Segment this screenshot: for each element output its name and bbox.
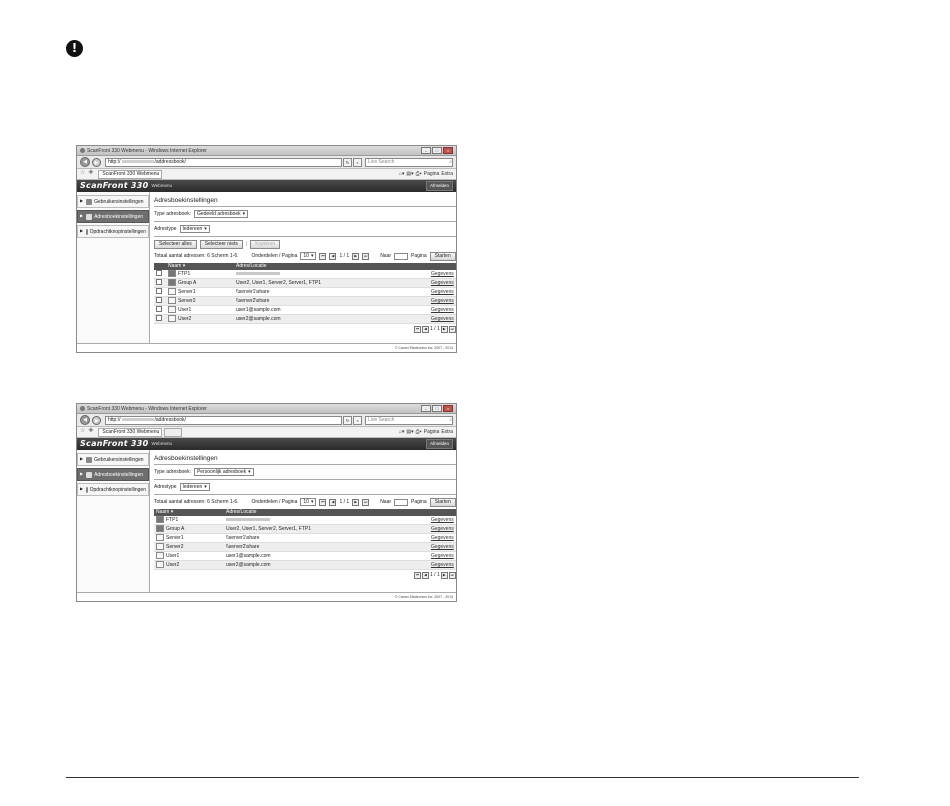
address-type-select[interactable]: Iedereen ▾: [180, 483, 210, 491]
print-icon[interactable]: ⎙▾: [415, 171, 422, 177]
per-page-select[interactable]: 10 ▾: [300, 498, 316, 506]
search-icon[interactable]: ⌕: [449, 416, 452, 423]
divider: [154, 236, 456, 237]
bottom-pager: ⏮ ◀ 1 / 1 ▶ ⏭: [415, 326, 454, 333]
page-number-input[interactable]: [394, 499, 408, 506]
next-page-icon[interactable]: ▶: [441, 572, 448, 579]
ftp-icon: [168, 270, 176, 277]
forward-icon[interactable]: ▶: [92, 416, 101, 425]
chevron-down-icon: ▾: [204, 225, 207, 232]
email-icon: [156, 561, 164, 568]
table-row: User2 user2@sample.com Gegevens: [154, 314, 456, 323]
feeds-icon[interactable]: ▤▾: [406, 171, 414, 177]
tools-menu[interactable]: Extra: [441, 171, 453, 177]
copyright: © Canon Electronics Inc. 2007 - 2013: [77, 592, 456, 601]
row-checkbox[interactable]: [156, 270, 162, 276]
next-page-icon[interactable]: ▶: [352, 253, 359, 260]
main-panel: [150, 192, 457, 353]
details-link[interactable]: Gegevens: [426, 533, 456, 542]
next-page-icon[interactable]: ▶: [352, 499, 359, 506]
sidebar-item-addressbook-settings[interactable]: ▶ Adresboekinstellingen: [77, 468, 149, 481]
chevron-down-icon: ▾: [242, 210, 246, 217]
command-bar: [399, 429, 453, 435]
table-row: Server1 \\server1\share Gegevens: [154, 533, 456, 542]
page-number-input[interactable]: [394, 253, 408, 260]
row-checkbox[interactable]: [156, 279, 162, 285]
back-icon[interactable]: ◀: [80, 415, 90, 425]
email-icon: [168, 306, 176, 313]
back-icon[interactable]: ◀: [80, 157, 90, 167]
logout-button[interactable]: Afmelden: [426, 181, 453, 190]
divider: [154, 221, 456, 222]
chevron-right-icon: ▶: [80, 228, 84, 234]
maximize-button[interactable]: □: [432, 147, 442, 154]
minimize-button[interactable]: –: [421, 147, 431, 154]
details-link[interactable]: Gegevens: [426, 287, 456, 296]
page-title: Adresboekinstellingen: [154, 455, 218, 462]
book-type-row: Type adresboek: Gedeeld adresboek ▾: [154, 210, 456, 218]
first-page-icon[interactable]: ⏮: [321, 499, 325, 504]
favorites-star-icon[interactable]: ☆: [80, 170, 86, 177]
last-page-icon[interactable]: ⏭: [364, 499, 368, 504]
job-button-icon: [86, 487, 87, 493]
row-checkbox[interactable]: [156, 306, 162, 312]
app-body: [77, 192, 456, 353]
address-type-row: Adrestype Iedereen ▾: [154, 225, 456, 233]
addressbook-icon: [86, 472, 92, 478]
chevron-right-icon: ▶: [80, 456, 84, 462]
refresh-icon[interactable]: ↻: [343, 158, 352, 167]
book-type-row: Type adresboek: Persoonlijk adresboek ▾: [154, 468, 456, 476]
ie-icon: [80, 406, 85, 411]
command-bar: [399, 171, 453, 177]
column-header-name[interactable]: Naam ▾: [166, 263, 234, 270]
total-count: Totaal aantal adressen: 6 Scherm 1-6.: [154, 253, 239, 260]
job-button-icon: [86, 229, 87, 235]
blurred-host: [122, 418, 154, 421]
browser-tab[interactable]: ScanFront 330 Webmenu: [98, 170, 162, 179]
sidebar-item-user-settings[interactable]: ▶ Gebruikersinstellingen: [77, 453, 149, 466]
pagination-row: Totaal aantal adressen: 6 Scherm 1-6. Onderdelen / Pagina 10 ▾ ⏮ ◀ 1 / 1 ▶ ⏭ Naar Pagina Starten: [154, 498, 456, 507]
first-page-icon[interactable]: ⏮: [415, 326, 420, 331]
table-header: [154, 509, 456, 516]
select-none-button[interactable]: Selecteer niets: [200, 240, 243, 249]
address-bar: [77, 414, 456, 427]
maximize-button[interactable]: □: [432, 405, 442, 412]
chevron-right-icon: ▶: [80, 198, 84, 204]
sort-desc-icon: ▾: [170, 509, 174, 516]
details-link[interactable]: Gegevens: [426, 270, 456, 279]
prev-page-icon[interactable]: ◀: [422, 572, 429, 579]
action-buttons: [154, 240, 456, 249]
details-link[interactable]: Gegevens: [426, 524, 456, 533]
screenshot-personal-addressbook: [76, 403, 457, 602]
last-page-icon[interactable]: ⏭: [450, 572, 454, 577]
ftp-icon: [156, 516, 164, 523]
window-title: ScanFront 330 Webmenu - Windows Internet Explorer: [87, 147, 207, 154]
chevron-right-icon: ▶: [80, 213, 84, 219]
details-link[interactable]: Gegevens: [426, 542, 456, 551]
email-icon: [156, 552, 164, 559]
close-button[interactable]: ×: [443, 405, 453, 412]
table-row: FTP1 Gegevens: [154, 516, 456, 525]
sidebar-item-user-settings[interactable]: ▶ Gebruikersinstellingen: [77, 195, 149, 208]
table-row: Server2 \\server2\share Gegevens: [154, 296, 456, 305]
total-count: Totaal aantal adressen: 6 Scherm 1-6.: [154, 499, 239, 506]
search-input[interactable]: Live Search ⌕: [365, 416, 453, 425]
column-header-address: Adres/Locatie: [234, 263, 426, 270]
details-link[interactable]: Gegevens: [426, 560, 456, 569]
copyright: © Canon Electronics Inc. 2007 - 2013: [77, 343, 456, 352]
app-body: [77, 450, 456, 602]
table-row: Group A User2, User1, Server2, Server1, FTP1 Gegevens: [154, 278, 456, 287]
bottom-pager: ⏮ ◀ 1 / 1 ▶ ⏭: [415, 572, 454, 579]
folder-icon: [156, 534, 164, 541]
table-row: User2 user2@sample.com Gegevens: [154, 560, 456, 569]
row-checkbox[interactable]: [156, 288, 162, 294]
app-header: [77, 180, 456, 192]
app-header: [77, 438, 456, 450]
start-button[interactable]: Starten: [430, 252, 456, 261]
stop-icon[interactable]: ×: [353, 158, 362, 167]
screenshot-shared-addressbook: [76, 145, 457, 353]
search-input[interactable]: Live Search ⌕: [365, 158, 453, 167]
main-panel: [150, 450, 457, 602]
browser-tab[interactable]: ScanFront 330 Webmenu: [98, 428, 162, 437]
window-titlebar: [77, 404, 456, 414]
prev-page-icon[interactable]: ◀: [422, 326, 429, 333]
address-table: [154, 263, 456, 324]
first-page-icon[interactable]: ⏮: [321, 253, 325, 258]
chevron-right-icon: ▶: [80, 486, 84, 492]
sidebar-item-job-button-settings[interactable]: ▶ Opdrachtknopinstellingen: [77, 225, 149, 238]
stop-icon[interactable]: ×: [353, 416, 362, 425]
first-page-icon[interactable]: ⏮: [415, 572, 420, 577]
copy-button[interactable]: Kopiëren: [250, 240, 280, 249]
divider: [154, 206, 456, 207]
book-type-select[interactable]: Gedeeld adresboek ▾: [194, 210, 248, 218]
minimize-button[interactable]: –: [421, 405, 431, 412]
favorites-star-icon[interactable]: ☆: [80, 428, 86, 435]
chevron-down-icon: ▾: [310, 499, 314, 506]
address-type-row: Adrestype Iedereen ▾: [154, 483, 456, 491]
tools-menu[interactable]: Extra: [441, 429, 453, 435]
divider: [154, 464, 456, 465]
next-page-icon[interactable]: ▶: [441, 326, 448, 333]
email-icon: [168, 315, 176, 322]
footer-rule: [66, 777, 859, 778]
prev-page-icon[interactable]: ◀: [329, 499, 336, 506]
chevron-right-icon: ▶: [80, 471, 84, 477]
column-header-address: Adres/Locatie: [224, 509, 426, 516]
address-bar: [77, 156, 456, 169]
pagination-row: Totaal aantal adressen: 6 Scherm 1-6. Onderdelen / Pagina 10 ▾ ⏮ ◀ 1 / 1 ▶ ⏭ Naar Pagina Starten: [154, 252, 456, 261]
details-link[interactable]: Gegevens: [426, 278, 456, 287]
sidebar-item-addressbook-settings[interactable]: ▶ Adresboekinstellingen: [77, 210, 149, 223]
new-tab[interactable]: [164, 428, 182, 437]
details-link[interactable]: Gegevens: [426, 305, 456, 314]
separator: |: [245, 241, 248, 248]
search-icon[interactable]: ⌕: [449, 158, 452, 165]
page-title: Adresboekinstellingen: [154, 197, 218, 204]
sort-desc-icon: ▾: [182, 263, 186, 270]
add-favorite-icon[interactable]: ✚: [88, 428, 94, 435]
chevron-down-icon: ▾: [204, 483, 207, 490]
home-icon[interactable]: ⌂▾: [398, 171, 405, 177]
table-row: Group A User2, User1, Server2, Server1, FTP1 Gegevens: [154, 524, 456, 533]
scanfront-logo: ScanFront 330: [80, 439, 149, 449]
row-checkbox[interactable]: [156, 315, 162, 321]
ie-icon: [80, 148, 85, 153]
home-icon[interactable]: ⌂▾: [398, 429, 405, 435]
feeds-icon[interactable]: ▤▾: [406, 429, 414, 435]
close-button[interactable]: ×: [443, 147, 453, 154]
blurred-address: [236, 272, 280, 275]
logout-button[interactable]: Afmelden: [426, 439, 453, 448]
refresh-icon[interactable]: ↻: [343, 416, 352, 425]
table-row: FTP1 Gegevens: [154, 270, 456, 279]
favorites-bar: [77, 169, 456, 180]
chevron-down-icon: ▾: [310, 253, 314, 260]
window-titlebar: [77, 146, 456, 156]
address-type-select[interactable]: Iedereen ▾: [180, 225, 210, 233]
table-row: User1 user1@sample.com Gegevens: [154, 551, 456, 560]
row-checkbox[interactable]: [156, 297, 162, 303]
sidebar-item-job-button-settings[interactable]: ▶ Opdrachtknopinstellingen: [77, 483, 149, 496]
forward-icon[interactable]: ▶: [92, 158, 101, 167]
divider: [154, 479, 456, 480]
url-field[interactable]: http:// /addressbook/: [105, 416, 342, 425]
print-icon[interactable]: ⎙▾: [415, 429, 422, 435]
sidebar: [77, 192, 150, 353]
chevron-down-icon: ▾: [248, 468, 251, 475]
details-link[interactable]: Gegevens: [426, 551, 456, 560]
folder-icon: [168, 297, 176, 304]
address-table: [154, 509, 456, 570]
user-icon: [86, 457, 92, 463]
url-field[interactable]: http:// /addressbook/: [105, 158, 342, 167]
user-icon: [86, 199, 92, 205]
warning-icon: !: [66, 40, 83, 57]
divider: [154, 494, 456, 495]
favorites-bar: [77, 427, 456, 438]
page-menu[interactable]: Pagina: [423, 171, 440, 177]
details-link[interactable]: Gegevens: [426, 296, 456, 305]
sidebar: [77, 450, 150, 602]
column-header-name[interactable]: Naam ▾: [154, 509, 224, 516]
table-row: User1 user1@sample.com Gegevens: [154, 305, 456, 314]
details-link[interactable]: Gegevens: [426, 516, 456, 525]
prev-page-icon[interactable]: ◀: [329, 253, 336, 260]
page-menu[interactable]: Pagina: [423, 429, 440, 435]
table-row: Server2 \\server2\share Gegevens: [154, 542, 456, 551]
window-title: ScanFront 330 Webmenu - Windows Internet Explorer: [87, 405, 207, 412]
book-type-select[interactable]: Persoonlijk adresboek ▾: [194, 468, 254, 476]
addressbook-icon: [86, 214, 92, 220]
add-favorite-icon[interactable]: ✚: [88, 170, 94, 177]
last-page-icon[interactable]: ⏭: [450, 326, 454, 331]
folder-icon: [156, 543, 164, 550]
start-button[interactable]: Starten: [430, 498, 456, 507]
folder-icon: [168, 288, 176, 295]
scanfront-logo: ScanFront 330: [80, 181, 149, 191]
last-page-icon[interactable]: ⏭: [364, 253, 368, 258]
group-icon: [168, 279, 176, 286]
blurred-address: [226, 518, 270, 521]
webmenu-label: Webmenu: [151, 441, 172, 447]
blurred-host: [122, 160, 154, 163]
table-row: Server1 \\server1\share Gegevens: [154, 287, 456, 296]
table-header: [154, 263, 456, 270]
webmenu-label: Webmenu: [151, 183, 172, 189]
group-icon: [156, 525, 164, 532]
per-page-select[interactable]: 10 ▾: [300, 252, 316, 260]
details-link[interactable]: Gegevens: [426, 314, 456, 323]
select-all-button[interactable]: Selecteer alles: [154, 240, 197, 249]
